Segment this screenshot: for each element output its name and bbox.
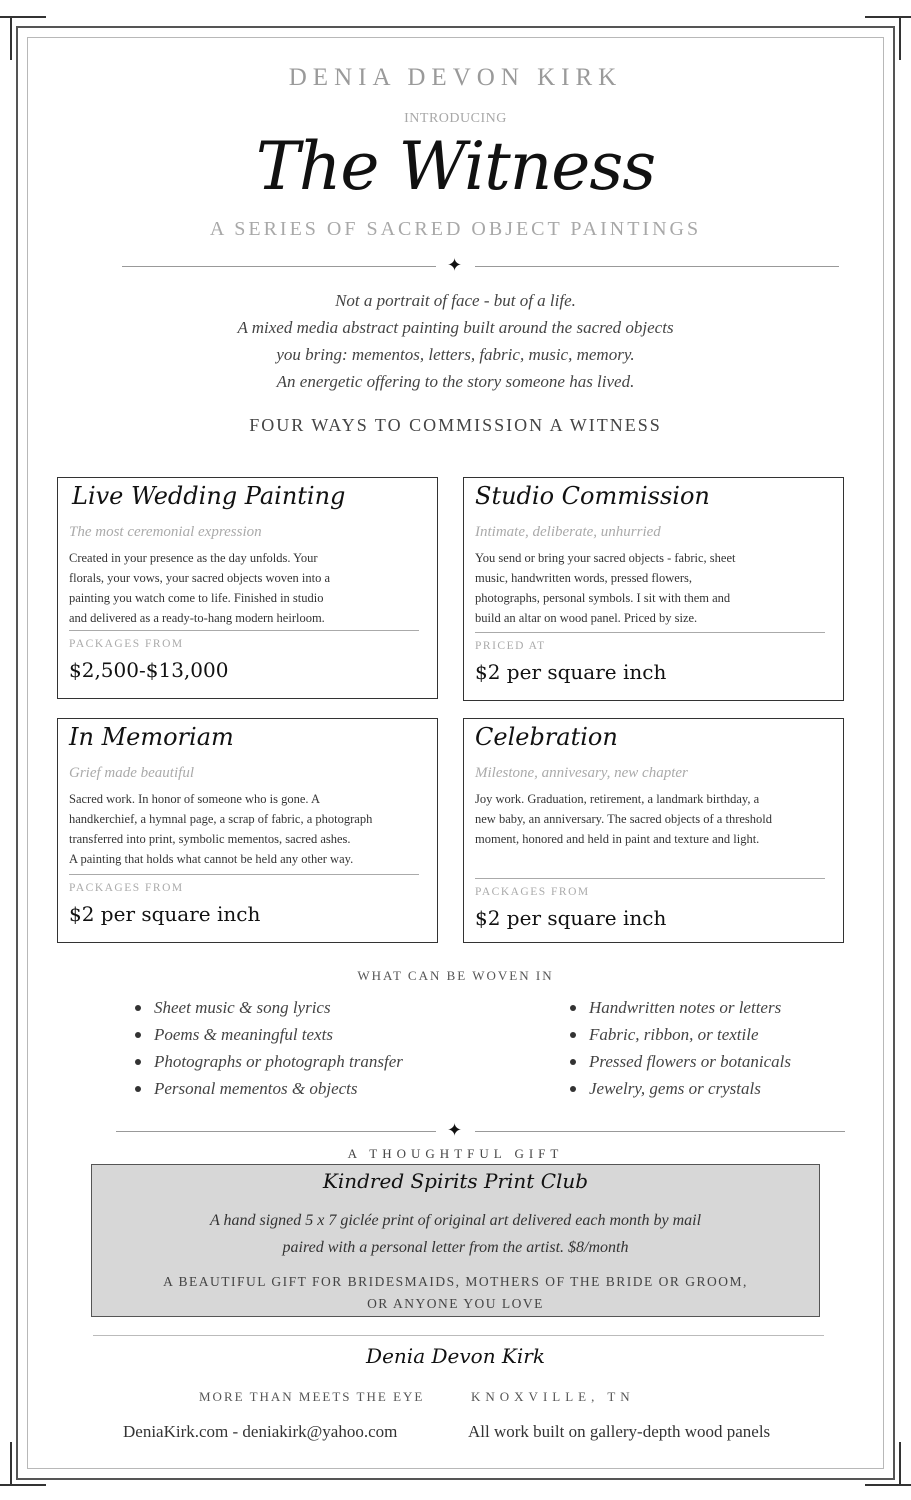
list-item: Handwritten notes or letters (569, 994, 791, 1021)
card-title: Studio Commission (475, 482, 710, 510)
card-body-line: Joy work. Graduation, retirement, a landmark birthday, a (475, 792, 760, 806)
card-body-line: A painting that holds what cannot be held any other way. (69, 852, 354, 866)
description-line: A hand signed 5 x 7 giclée print of original art delivered each month by mail (209, 1212, 702, 1229)
introducing-label: INTRODUCING (404, 111, 507, 126)
card-divider (69, 630, 419, 631)
card-body-line: music, handwritten words, pressed flowers, (475, 571, 692, 585)
card-body-line: Sacred work. In honor of someone who is gone. A (69, 792, 320, 806)
gift-label-text: A THOUGHTFUL GIFT (342, 1146, 570, 1161)
print-club-box (91, 1164, 820, 1317)
footer-divider (93, 1335, 824, 1336)
card-divider (69, 874, 419, 875)
card-celebration (463, 718, 844, 943)
footer-location: KNOXVILLE, TN (471, 1389, 635, 1404)
list-item: Photographs or photograph transfer (134, 1048, 403, 1075)
price-value: $2 per square inch (475, 906, 667, 930)
series-subtitle: A SERIES OF SACRED OBJECT PAINTINGS (209, 218, 702, 240)
price-value: $2 per square inch (69, 902, 261, 926)
price-label: PACKAGES FROM (475, 886, 590, 898)
card-divider (475, 632, 825, 633)
card-title: In Memoriam (69, 723, 234, 751)
card-body (69, 548, 330, 628)
card-body-line: new baby, an anniversary. The sacred objects of a threshold (475, 812, 772, 826)
list-item: Pressed flowers or botanicals (569, 1048, 791, 1075)
corner-ornament (0, 1472, 46, 1486)
print-club-description (92, 1207, 819, 1261)
list-item: Sheet music & song lyrics (134, 994, 403, 1021)
price-value: $2,500-$13,000 (69, 658, 229, 682)
commission-heading: FOUR WAYS TO COMMISSION A WITNESS (249, 415, 662, 435)
intro-paragraph (0, 287, 911, 395)
print-club-title: Kindred Spirits Print Club (322, 1169, 589, 1193)
card-title: Celebration (475, 723, 618, 751)
woven-heading: WHAT CAN BE WOVEN IN (357, 968, 554, 983)
four-point-star-icon: ✦ (447, 1120, 463, 1141)
note-line: A BEAUTIFUL GIFT FOR BRIDESMAIDS, MOTHERS OF THE BRIDE OR GROOM, (163, 1274, 748, 1289)
divider-line (475, 1131, 845, 1132)
card-body-line: photographs, personal symbols. I sit with them and (475, 591, 731, 605)
footer-note: All work built on gallery-depth wood panels (468, 1422, 771, 1441)
note-line: OR ANYONE YOU LOVE (367, 1296, 544, 1311)
card-body-line: and delivered as a ready-to-hang modern heirloom. (69, 611, 325, 625)
divider-line (122, 266, 436, 267)
footer-contact-link[interactable]: DeniaKirk.com - deniakirk@yahoo.com (123, 1422, 398, 1441)
card-body-line: handkerchief, a hymnal page, a scrap of fabric, a photograph (69, 812, 373, 826)
price-label: PACKAGES FROM (69, 638, 184, 650)
card-subtitle: The most ceremonial expression (69, 524, 262, 540)
card-subtitle: Intimate, deliberate, unhurried (475, 524, 661, 540)
card-subtitle: Milestone, annivesary, new chapter (475, 765, 688, 781)
card-divider (475, 878, 825, 879)
card-body-line: build an altar on wood panel. Priced by size. (475, 611, 698, 625)
price-value: $2 per square inch (475, 660, 667, 684)
list-item: Poems & meaningful texts (134, 1021, 403, 1048)
intro-line: An energetic offering to the story someone has lived. (276, 372, 635, 391)
card-body-line: transferred into print, symbolic mementos, sacred ashes. (69, 832, 351, 846)
artist-name: DENIA DEVON KIRK (288, 64, 623, 91)
card-body-line: You send or bring your sacred objects - fabric, sheet (475, 551, 736, 565)
four-point-star-icon: ✦ (447, 255, 463, 276)
corner-ornament (0, 16, 46, 30)
corner-ornament (899, 16, 901, 60)
footer-artist-name: Denia Devon Kirk (366, 1344, 545, 1368)
intro-line: A mixed media abstract painting built around the sacred objects (237, 318, 674, 337)
gift-label (0, 1146, 911, 1162)
card-body (475, 548, 735, 628)
list-item: Jewelry, gems or crystals (569, 1075, 791, 1102)
corner-ornament (10, 1442, 12, 1486)
card-in-memoriam (57, 718, 438, 943)
list-item: Fabric, ribbon, or textile (569, 1021, 791, 1048)
card-body-line: painting you watch come to life. Finished in studio (69, 591, 324, 605)
card-body-line: moment, honored and held in paint and texture and light. (475, 832, 760, 846)
card-body (69, 789, 372, 869)
card-subtitle: Grief made beautiful (69, 765, 194, 781)
corner-ornament (865, 1472, 911, 1486)
card-title: Live Wedding Painting (72, 482, 346, 510)
card-body-line: florals, your vows, your sacred objects woven into a (69, 571, 331, 585)
print-club-note (92, 1271, 819, 1315)
corner-ornament (10, 16, 12, 60)
card-live-wedding (57, 477, 438, 699)
price-label: PRICED AT (475, 640, 546, 652)
page-title: The Witness (255, 128, 656, 205)
card-studio-commission (463, 477, 844, 701)
intro-line: Not a portrait of face - but of a life. (335, 291, 576, 310)
woven-list-left (134, 994, 403, 1102)
description-line: paired with a personal letter from the artist. $8/month (282, 1239, 629, 1256)
footer-tagline: MORE THAN MEETS THE EYE (199, 1389, 425, 1404)
card-body (475, 789, 772, 849)
divider-line (475, 266, 839, 267)
intro-line: you bring: mementos, letters, fabric, music, memory. (276, 345, 635, 364)
corner-ornament (899, 1442, 901, 1486)
price-label: PACKAGES FROM (69, 882, 184, 894)
woven-list-right (569, 994, 791, 1102)
list-item: Personal mementos & objects (134, 1075, 403, 1102)
corner-ornament (865, 16, 911, 30)
divider-line (116, 1131, 436, 1132)
card-body-line: Created in your presence as the day unfolds. Your (69, 551, 318, 565)
